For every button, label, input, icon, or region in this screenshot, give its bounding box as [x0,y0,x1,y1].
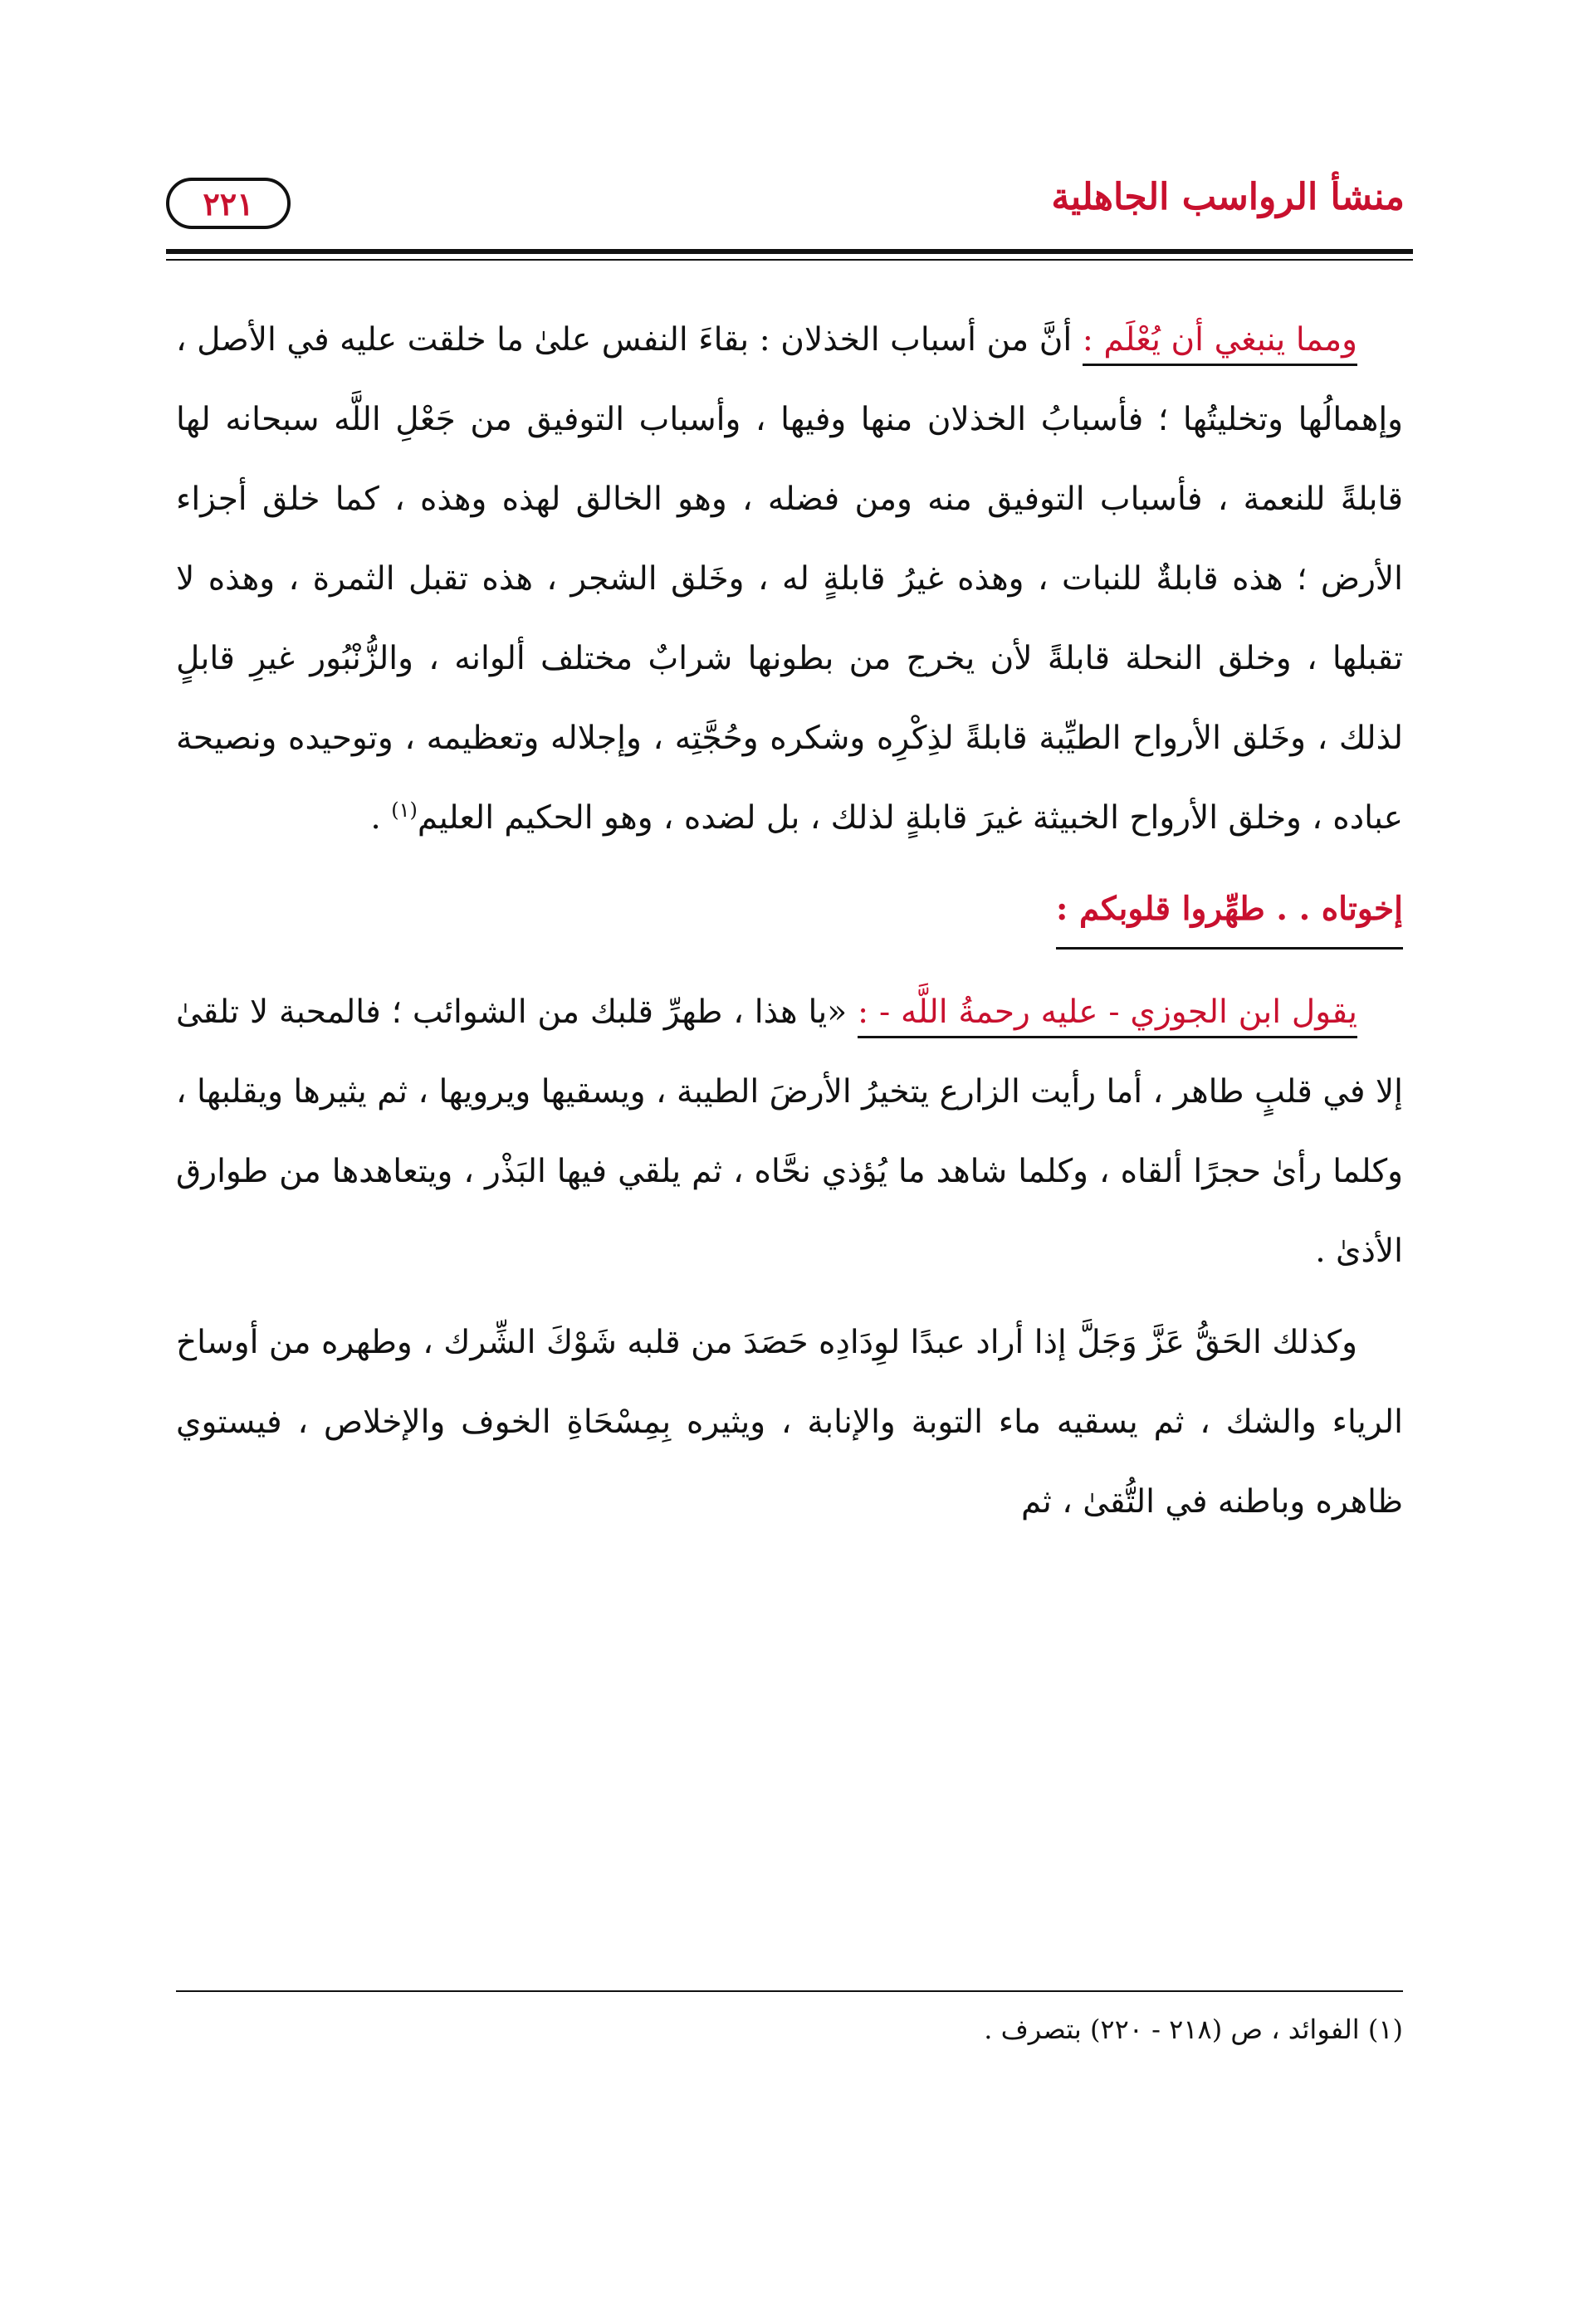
footnote: (١) الفوائد ، ص (٢١٨ - ٢٢٠) بتصرف . [984,2014,1403,2045]
main-text [176,300,1403,1542]
header-rule-thick [166,249,1413,254]
running-header-title: منشأ الرواسب الجاهلية [1051,176,1405,218]
header-rule-thin [166,259,1413,261]
page-number-badge: ٢٢١ [166,178,291,229]
paragraph-2-lead: يقول ابن الجوزي - عليه رحمةُ اللَّه - : [858,994,1357,1038]
paragraph-1-text: أنَّ من أسباب الخذلان : بقاءَ النفس علىٰ ما خلقت عليه في الأصل ، وإهمالُها وتخليتُها ؛ فأسبابُ الخذلان منها وفيها ، وأسباب التوفيق من جَعْلِ اللَّه سبحانه لها قابلةً للنعمة ، فأسباب التوفيق منه ومن فضله ، وهو الخالق لهذه وهذه ، كما خلق أجزاء الأرض ؛ هذه قابلةٌ للنبات ، وهذه غيرُ قابلةٍ له ، وخَلق الشجر ، هذه تقبل الثمرة ، وهذه لا تقبلها ، وخلق النحلة قابلةً لأن يخرج من بطونها شرابٌ مختلف ألوانه ، والزُّنْبُور غيرِ قابلٍ لذلك ، وخَلق الأرواح الطيِّبة قابلةً لذِكْرِه وشكره وحُجَّتِه ، وإجلاله وتعظيمه ، وتوحيده ونصيحة عباده ، وخلق الأرواح الخبيثة غيرَ قابلةٍ لذلك ، بل لضده ، وهو الحكيم العليم [176,321,1403,837]
paragraph-1 [176,300,1403,858]
paragraph-2 [176,973,1403,1291]
paragraph-1-lead: ومما ينبغي أن يُعْلَم : [1083,321,1357,366]
spacer [176,858,1403,870]
footnote-rule [176,1990,1403,1992]
paragraph-3: وكذلك الحَقُّ عَزَّ وَجَلَّ إذا أراد عبدًا لوِدَادِه حَصَدَ من قلبه شَوْكَ الشِّرك ، وطهره من أوساخ الرياء والشك ، ثم يسقيه ماء التوبة والإنابة ، ويثيره بِمِسْحَاةِ الخوف والإخلاص ، فيستوي ظاهره وباطنه في التُّقىٰ ، ثم [176,1324,1403,1521]
footnote-reference: (١) [391,798,418,822]
paragraph-2-text: «يا هذا ، طهرِّ قلبك من الشوائب ؛ فالمحبة لا تلقىٰ إلا في قلبٍ طاهر ، أما رأيت الزارع يتخيرُ الأرضَ الطيبة ، ويسقيها ويرويها ، ثم يثيرها ويقلبها ، وكلما رأىٰ حجرًا ألقاه ، وكلما شاهد ما يُؤذي نحَّاه ، ثم يلقي فيها البَذْر ، ويتعاهدها من طوارق الأذىٰ . [176,994,1403,1270]
paragraph-1-end: . [370,799,392,837]
section-heading: إخوتاه . . طهِّروا قلوبكم : [1056,882,1403,950]
spacer [176,1291,1403,1303]
